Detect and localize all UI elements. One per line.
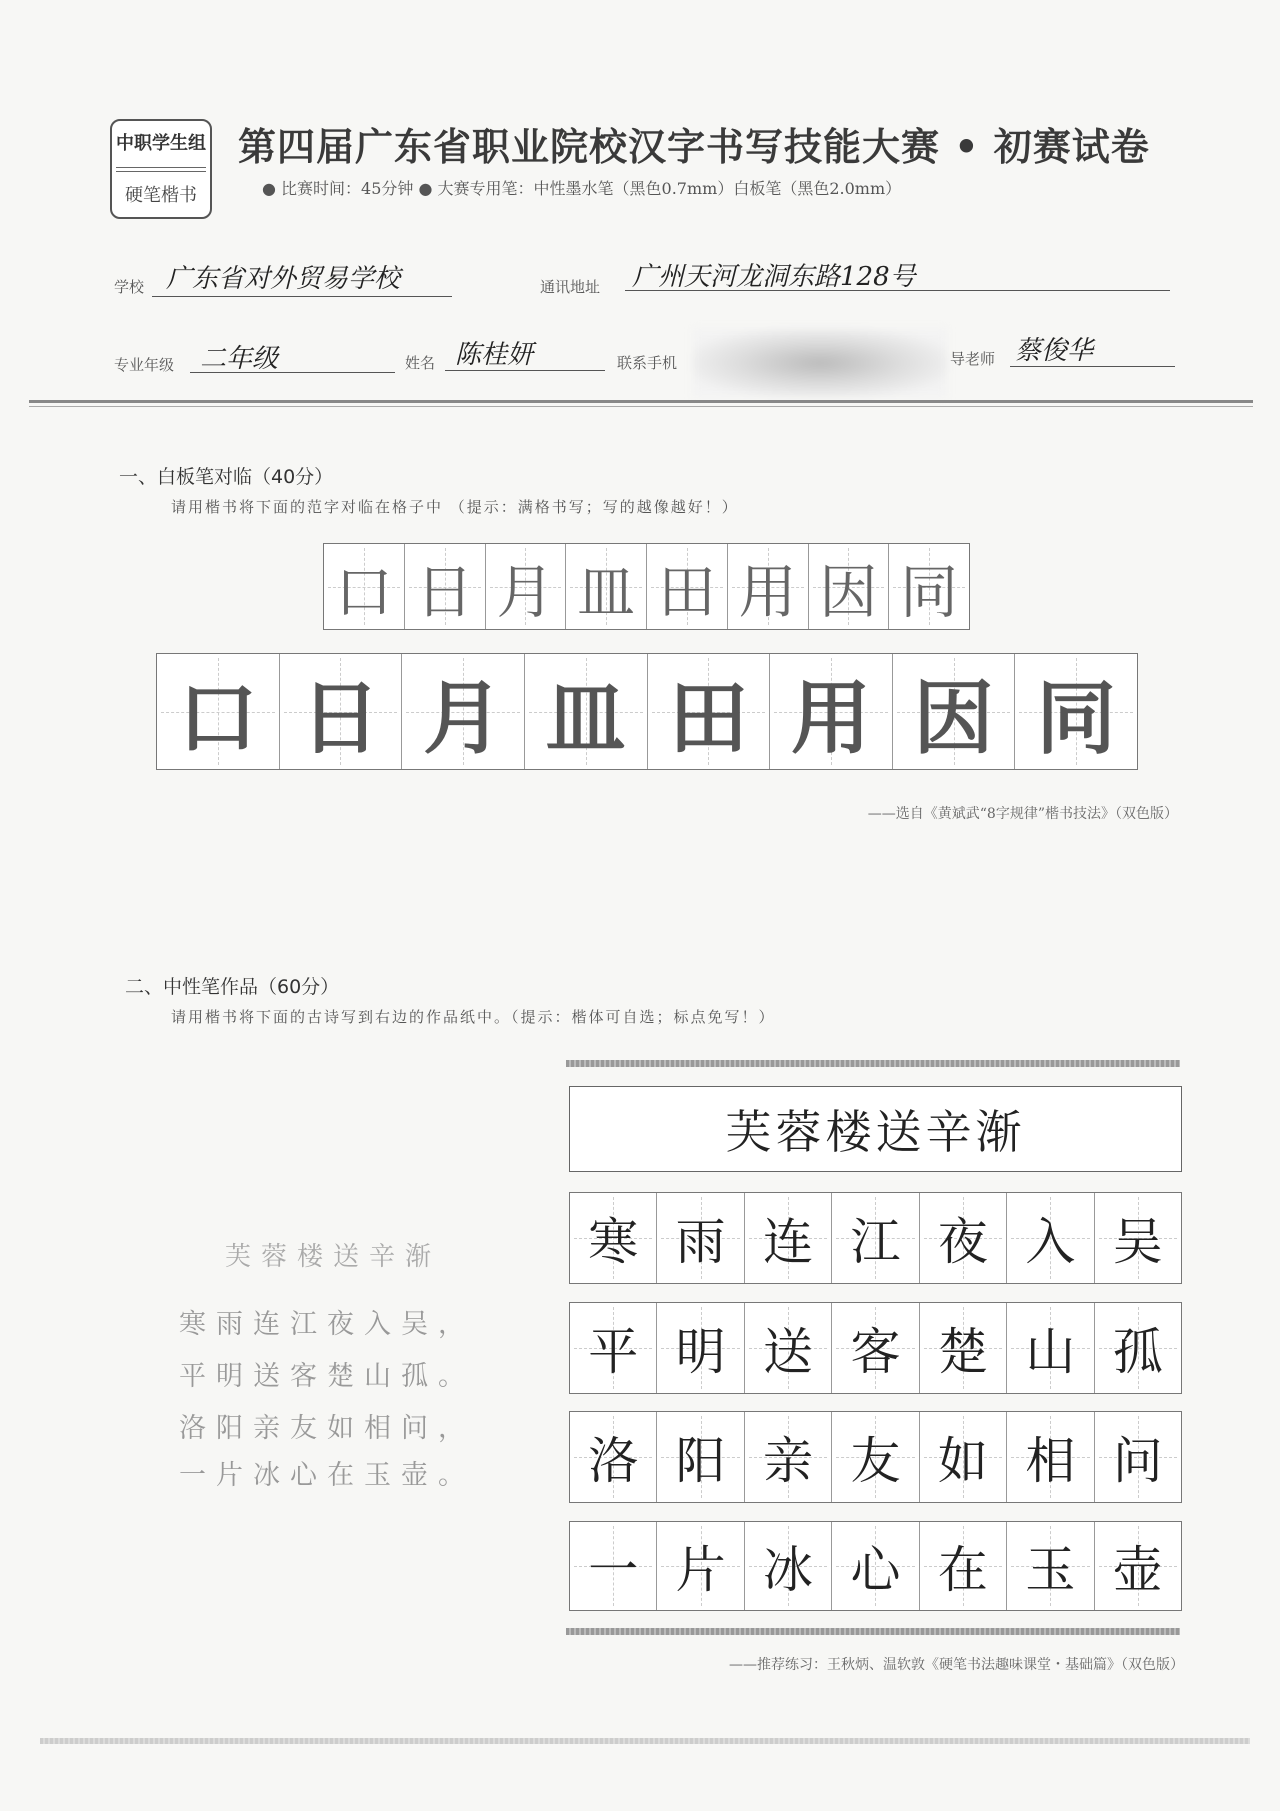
poem-cell[interactable] xyxy=(920,1193,1007,1283)
written-char: 明 xyxy=(675,1323,726,1381)
section2-instruction: 请用楷书将下面的古诗写到右边的作品纸中。（提示：楷体可自选；标点免写！） xyxy=(171,1008,776,1026)
poem-cell[interactable] xyxy=(570,1412,657,1502)
written-char: 送 xyxy=(763,1323,814,1381)
poem-title: 芙蓉楼送辛渐 xyxy=(225,1242,442,1272)
model-grid xyxy=(156,653,1138,770)
poem-cell[interactable] xyxy=(745,1522,832,1610)
model-cell xyxy=(280,654,403,769)
written-char: 吴 xyxy=(1112,1213,1163,1271)
written-char: 月 xyxy=(496,557,555,626)
written-char: 日 xyxy=(415,557,474,626)
model-cell xyxy=(770,654,893,769)
written-char: 田 xyxy=(657,557,716,626)
written-char: 因 xyxy=(819,557,878,626)
written-title: 芙蓉楼送辛渐 xyxy=(725,1105,1026,1159)
written-char: 同 xyxy=(900,557,959,626)
written-char: 壶 xyxy=(1112,1541,1163,1599)
poem-cell[interactable] xyxy=(1095,1522,1181,1610)
written-char: 山 xyxy=(1025,1323,1076,1381)
poem-row[interactable] xyxy=(569,1521,1182,1611)
poem-cell[interactable] xyxy=(745,1193,832,1283)
poem-cell[interactable] xyxy=(1007,1303,1094,1393)
model-cell xyxy=(648,654,771,769)
model-cell xyxy=(1015,654,1137,769)
grade-label: 专业年级 xyxy=(114,356,175,374)
poem-cell[interactable] xyxy=(1095,1303,1181,1393)
title-box[interactable] xyxy=(569,1086,1182,1172)
written-char: 如 xyxy=(937,1432,988,1490)
written-char: 平 xyxy=(588,1323,639,1381)
poem-cell[interactable] xyxy=(657,1303,744,1393)
poem-line: 平明送客楚山孤。 xyxy=(179,1361,475,1392)
name-field[interactable]: 陈桂妍 xyxy=(455,340,534,370)
poem-cell[interactable] xyxy=(1095,1193,1181,1283)
written-char: 玉 xyxy=(1025,1541,1076,1599)
page-title: 第四届广东省职业院校汉字书写技能大赛 • 初赛试卷 xyxy=(238,125,1150,169)
poem-cell[interactable] xyxy=(1095,1412,1181,1502)
section2-heading: 二、中性笔作品（60分） xyxy=(125,976,340,998)
model-char: 用 xyxy=(790,672,871,765)
written-char: 雨 xyxy=(675,1213,726,1271)
poem-cell[interactable] xyxy=(1007,1193,1094,1283)
poem-cell[interactable] xyxy=(832,1303,919,1393)
page-subtitle: ● 比赛时间：45分钟 ● 大赛专用笔：中性墨水笔（黑色0.7mm）白板笔（黑色2.0mm） xyxy=(262,179,902,198)
practice-cell[interactable] xyxy=(647,544,728,629)
school-label: 学校 xyxy=(114,278,145,296)
poem-cell[interactable] xyxy=(832,1412,919,1502)
written-char: 一 xyxy=(588,1541,639,1599)
poem-cell[interactable] xyxy=(1007,1522,1094,1610)
grade-field[interactable]: 二年级 xyxy=(200,344,279,374)
written-char: 相 xyxy=(1025,1432,1076,1490)
badge-group: 中职学生组 xyxy=(116,133,206,154)
written-char: 用 xyxy=(738,557,797,626)
practice-cell[interactable] xyxy=(405,544,486,629)
poem-cell[interactable] xyxy=(920,1522,1007,1610)
badge-category: 硬笔楷书 xyxy=(125,185,197,206)
phone-label: 联系手机 xyxy=(617,354,678,372)
practice-cell[interactable] xyxy=(486,544,567,629)
poem-cell[interactable] xyxy=(745,1412,832,1502)
model-cell xyxy=(402,654,525,769)
address-label: 通讯地址 xyxy=(540,278,601,296)
practice-cell[interactable] xyxy=(889,544,969,629)
model-char: 田 xyxy=(668,672,749,765)
teacher-field[interactable]: 蔡俊华 xyxy=(1015,336,1094,366)
poem-line: 洛阳亲友如相问， xyxy=(179,1413,475,1444)
poem-line: 一片冰心在玉壶。 xyxy=(179,1460,475,1491)
written-char: 口 xyxy=(334,557,393,626)
written-char: 冰 xyxy=(763,1541,814,1599)
written-char: 客 xyxy=(850,1323,901,1381)
phone-field-redacted[interactable] xyxy=(693,329,947,397)
poem-cell[interactable] xyxy=(570,1303,657,1393)
written-char: 皿 xyxy=(577,557,636,626)
practice-cell[interactable] xyxy=(809,544,890,629)
address-field[interactable]: 广州天河龙洞东路128号 xyxy=(632,262,916,292)
category-badge xyxy=(110,119,212,219)
poem-cell[interactable] xyxy=(745,1303,832,1393)
written-char: 洛 xyxy=(588,1432,639,1490)
model-char: 日 xyxy=(300,672,381,765)
poem-cell[interactable] xyxy=(570,1193,657,1283)
written-char: 友 xyxy=(850,1432,901,1490)
poem-row[interactable] xyxy=(569,1192,1182,1284)
practice-cell[interactable] xyxy=(324,544,405,629)
written-char: 问 xyxy=(1112,1432,1163,1490)
section2-credit: ——推荐练习：王秋炳、温软敦《硬笔书法趣味课堂・基础篇》（双色版） xyxy=(729,1657,1184,1673)
written-char: 片 xyxy=(675,1541,726,1599)
written-char: 在 xyxy=(937,1541,988,1599)
poem-cell[interactable] xyxy=(657,1522,744,1610)
model-cell xyxy=(893,654,1016,769)
poem-cell[interactable] xyxy=(832,1522,919,1610)
poem-cell[interactable] xyxy=(920,1303,1007,1393)
model-char: 因 xyxy=(913,672,994,765)
written-char: 入 xyxy=(1025,1213,1076,1271)
poem-cell[interactable] xyxy=(570,1522,657,1610)
practice-cell[interactable] xyxy=(566,544,647,629)
written-char: 孤 xyxy=(1112,1323,1163,1381)
name-label: 姓名 xyxy=(405,354,436,372)
written-char: 寒 xyxy=(588,1213,639,1271)
written-char: 亲 xyxy=(763,1432,814,1490)
model-char: 口 xyxy=(177,672,258,765)
written-char: 江 xyxy=(850,1213,901,1271)
poem-cell[interactable] xyxy=(657,1412,744,1502)
model-cell xyxy=(157,654,280,769)
teacher-label: 导老师 xyxy=(950,350,996,368)
paper-bottom-border xyxy=(566,1628,1180,1635)
paper-top-border xyxy=(566,1060,1180,1067)
section1-instruction: 请用楷书将下面的范字对临在格子中 （提示：满格书写；写的越像越好！） xyxy=(171,498,739,516)
written-char: 夜 xyxy=(937,1213,988,1271)
section1-credit: ——选自《黄斌武“8字规律”楷书技法》（双色版） xyxy=(867,806,1178,822)
practice-cell[interactable] xyxy=(728,544,809,629)
section1-heading: 一、白板笔对临（40分） xyxy=(119,466,334,488)
poem-cell[interactable] xyxy=(1007,1412,1094,1502)
model-char: 皿 xyxy=(545,672,626,765)
footer-divider xyxy=(40,1738,1250,1744)
written-char: 心 xyxy=(850,1541,901,1599)
poem-cell[interactable] xyxy=(657,1193,744,1283)
practice-grid[interactable] xyxy=(323,543,970,630)
written-char: 楚 xyxy=(937,1323,988,1381)
model-cell xyxy=(525,654,648,769)
poem-row[interactable] xyxy=(569,1411,1182,1503)
school-line xyxy=(152,296,452,297)
header-divider xyxy=(29,400,1253,407)
poem-cell[interactable] xyxy=(920,1412,1007,1502)
written-char: 阳 xyxy=(675,1432,726,1490)
poem-row[interactable] xyxy=(569,1302,1182,1394)
school-field[interactable]: 广东省对外贸易学校 xyxy=(166,264,401,294)
model-char: 月 xyxy=(423,672,504,765)
poem-cell[interactable] xyxy=(832,1193,919,1283)
model-char: 同 xyxy=(1036,672,1117,765)
badge-divider xyxy=(116,167,206,172)
written-char: 连 xyxy=(763,1213,814,1271)
poem-line: 寒雨连江夜入吴， xyxy=(179,1309,475,1340)
